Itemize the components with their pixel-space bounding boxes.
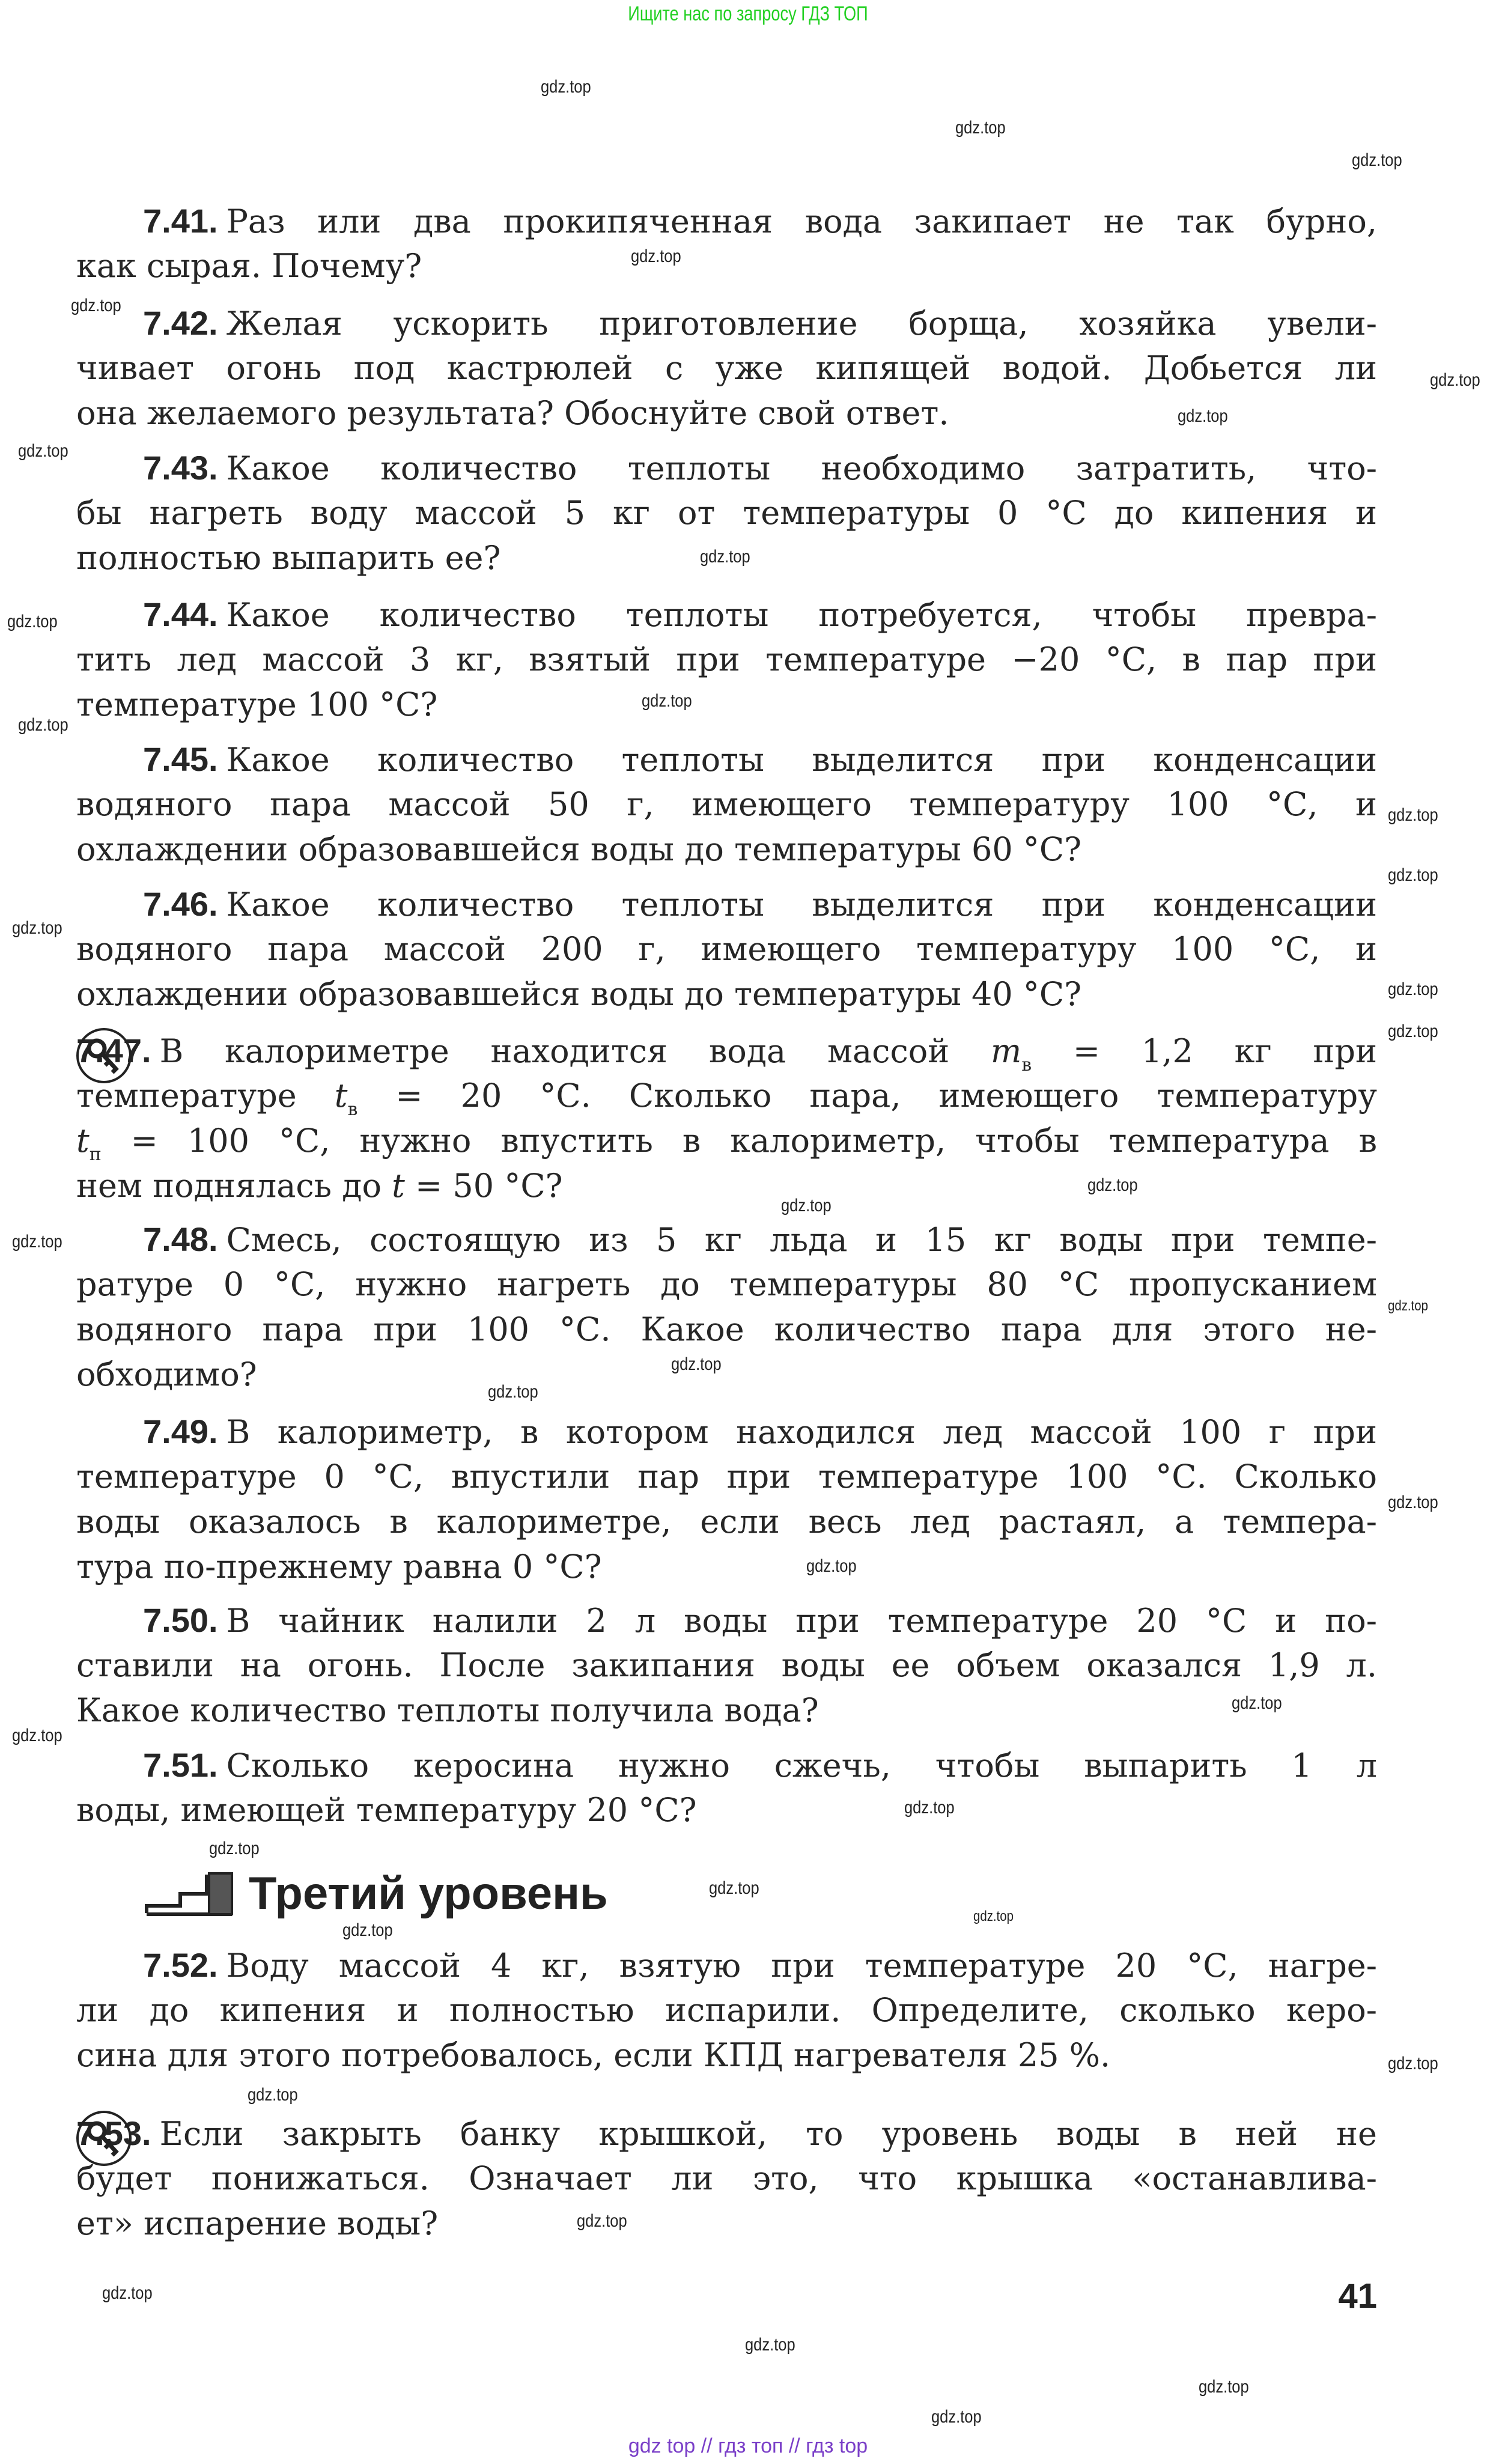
problem-text-line	[76, 1262, 1377, 1307]
problem-number: 7.53.	[76, 2114, 151, 2152]
watermark: gdz.top	[1199, 2377, 1249, 2397]
problem-number: 7.48.	[143, 1220, 218, 1258]
problem-text-line	[76, 1118, 1377, 1163]
problem-text-line	[76, 490, 1377, 535]
problem-text-line	[76, 782, 1377, 827]
problem-text: она желаемого результата? Обоснуйте свой ответ.	[76, 394, 949, 432]
variable-symbol: t	[392, 1167, 405, 1205]
problem-text-line	[76, 1454, 1377, 1499]
problem-7-48	[76, 1217, 1377, 1397]
watermark: gdz.top	[1388, 805, 1438, 825]
watermark: gdz.top	[781, 1196, 832, 1215]
key-icon	[76, 1028, 132, 1083]
watermark: gdz.top	[642, 691, 692, 711]
problem-7-52	[76, 1942, 1377, 2078]
problem-text-line	[76, 1942, 1377, 1988]
variable-subscript: в	[1021, 1054, 1032, 1075]
key-icon	[76, 2111, 132, 2166]
watermark: gdz.top	[671, 1354, 722, 1374]
problem-text-line	[76, 1787, 1377, 1833]
problem-text: Смесь, состоящую из 5 кг льда и 15 кг воды при темпе-	[226, 1221, 1377, 1259]
problem-number: 7.52.	[143, 1946, 218, 1984]
watermark: gdz.top	[18, 715, 68, 735]
watermark: gdz.top	[12, 1232, 62, 1252]
problem-text: Какое количество теплоты выделится при конденсации	[226, 886, 1377, 923]
problem-text-line	[76, 1307, 1377, 1352]
problem-7-44	[76, 592, 1377, 727]
problem-text-line	[76, 1688, 1377, 1733]
problem-text-line	[76, 1988, 1377, 2033]
problem-text: как сырая. Почему?	[76, 247, 422, 285]
watermark: gdz.top	[973, 1908, 1014, 1924]
problem-text: воды, имеющей температуру 20 °С?	[76, 1791, 697, 1829]
problem-text: Какое количество теплоты необходимо затратить, что-	[226, 449, 1377, 487]
problem-text: обходимо?	[76, 1355, 257, 1393]
watermark: gdz.top	[931, 2407, 982, 2427]
problem-text: Если закрыть банку крышкой, то уровень воды в ней не	[159, 2115, 1377, 2153]
problem-text-line	[76, 198, 1377, 243]
problem-text: температуре 100 °С?	[76, 686, 438, 723]
problem-text-line	[76, 1598, 1377, 1643]
watermark: gdz.top	[1388, 979, 1438, 999]
watermark: gdz.top	[1178, 406, 1228, 426]
problem-text-line	[76, 1499, 1377, 1544]
problem-7-46	[76, 881, 1377, 1017]
problem-text: водяного пара при 100 °С. Какое количество пара для этого не-	[76, 1310, 1377, 1348]
problem-text-line	[76, 1352, 1377, 1397]
problem-text-line	[76, 1163, 1377, 1208]
problem-text: температуре 0 °С, впустили пар при температуре 100 °С. Сколько	[76, 1458, 1377, 1495]
problem-text: = 1,2 кг при	[1032, 1032, 1377, 1070]
problem-text-line	[76, 300, 1377, 345]
problem-text: полностью выпарить ее?	[76, 539, 501, 577]
variable-symbol: t	[76, 1122, 90, 1160]
page-number: 41	[1338, 2277, 1377, 2316]
problem-text: Какое количество теплоты потребуется, чтобы превра-	[226, 596, 1377, 634]
problem-number: 7.44.	[143, 595, 218, 633]
problem-text: нем поднялась до	[76, 1167, 392, 1205]
problem-text: охлаждении образовавшейся воды до температуры 60 °С?	[76, 830, 1082, 868]
watermark: gdz.top	[541, 77, 591, 97]
watermark: gdz.top	[488, 1382, 538, 1402]
problem-text: бы нагреть воду массой 5 кг от температуры 0 °С до кипения и	[76, 494, 1377, 532]
problem-text: Раз или два прокипяченная вода закипает не так бурно,	[226, 202, 1377, 240]
problem-text: ратуре 0 °С, нужно нагреть до температуры 80 °С пропусканием	[76, 1265, 1377, 1303]
problem-text: В чайник налили 2 л воды при температуре 20 °С и по-	[226, 1602, 1377, 1640]
problem-number: 7.51.	[143, 1746, 218, 1784]
watermark: gdz.top	[1388, 1492, 1438, 1512]
problem-7-47	[76, 1028, 1377, 1208]
problem-text-line	[76, 2201, 1377, 2246]
problem-7-51	[76, 1742, 1377, 1833]
problem-text-line	[76, 1409, 1377, 1454]
watermark: gdz.top	[12, 918, 62, 938]
watermark: gdz.top	[18, 441, 68, 461]
problem-text: воды оказалось в калориметре, если весь лед растаял, а темпера-	[76, 1503, 1377, 1541]
problem-number: 7.43.	[143, 449, 218, 487]
problem-text: тить лед массой 3 кг, взятый при температуре −20 °С, в пар при	[76, 640, 1377, 678]
watermark: gdz.top	[1430, 370, 1480, 390]
watermark: gdz.top	[806, 1556, 857, 1576]
problem-7-50	[76, 1598, 1377, 1733]
problem-number: 7.47.	[76, 1032, 151, 1069]
problem-text: ставили на огонь. После закипания воды ее объем оказался 1,9 л.	[76, 1646, 1377, 1684]
watermark: gdz.top	[700, 547, 750, 567]
problem-text-line	[76, 1217, 1377, 1262]
watermark: gdz.top	[71, 296, 121, 315]
problem-text: Желая ускорить приготовление борща, хозяйка увели-	[226, 305, 1377, 342]
watermark: gdz.top	[1352, 150, 1402, 170]
search-banner-link[interactable]: Ищите нас по запросу ГДЗ ТОП	[628, 2, 868, 25]
watermark: gdz.top	[1388, 2054, 1438, 2073]
problem-text-line	[76, 445, 1377, 490]
problem-text-line	[76, 1544, 1377, 1589]
problem-text-line	[76, 1643, 1377, 1688]
problem-number: 7.50.	[143, 1601, 218, 1639]
problem-text-line	[76, 737, 1377, 782]
problem-text-line	[76, 243, 1377, 288]
watermark: gdz.top	[955, 118, 1006, 138]
problem-text: ли до кипения и полностью испарили. Определите, сколько керо-	[76, 1991, 1377, 2029]
problem-text-line	[76, 682, 1377, 727]
problem-text: охлаждении образовавшейся воды до температуры 40 °С?	[76, 975, 1082, 1013]
watermark: gdz.top	[745, 2335, 795, 2355]
problem-text: будет понижаться. Означает ли это, что крышка «останавлива-	[76, 2159, 1377, 2197]
problem-text-line	[76, 2111, 1377, 2156]
problem-text: водяного пара массой 50 г, имеющего температуру 100 °С, и	[76, 785, 1377, 823]
problem-text: В калориметре находится вода массой	[159, 1032, 991, 1070]
problem-text: чивает огонь под кастрюлей с уже кипящей водой. Добьется ли	[76, 349, 1377, 387]
watermark: gdz.top	[904, 1798, 955, 1818]
problem-text-line	[76, 926, 1377, 972]
watermark: gdz.top	[709, 1878, 759, 1898]
problem-number: 7.46.	[143, 885, 218, 923]
stairs-icon	[144, 1870, 234, 1918]
problem-text: = 100 °С, нужно впустить в калориметр, чтобы температура в	[101, 1122, 1377, 1160]
variable-subscript: п	[89, 1144, 102, 1165]
watermark: gdz.top	[577, 2211, 627, 2231]
problem-number: 7.42.	[143, 304, 218, 342]
section-heading-text: Третий уровень	[249, 1868, 608, 1919]
watermark: gdz.top	[1087, 1175, 1138, 1195]
section-heading	[144, 1867, 608, 1920]
footer-links[interactable]: gdz top // гдз топ // гдз top	[628, 2435, 868, 2457]
watermark: gdz.top	[1388, 1021, 1438, 1041]
problem-text: ет» испарение воды?	[76, 2204, 439, 2242]
watermark: gdz.top	[1232, 1693, 1282, 1713]
problem-text: водяного пара массой 200 г, имеющего температуру 100 °С, и	[76, 930, 1377, 968]
problem-text-line	[76, 2033, 1377, 2078]
variable-symbol: m	[991, 1032, 1022, 1070]
variable-symbol: t	[334, 1077, 348, 1115]
problem-text: = 20 °С. Сколько пара, имеющего температуру	[357, 1077, 1377, 1115]
problem-number: 7.41.	[143, 202, 218, 240]
problem-7-49	[76, 1409, 1377, 1589]
problem-text-line	[76, 1028, 1377, 1073]
problem-text-line	[76, 1742, 1377, 1787]
variable-subscript: в	[347, 1099, 358, 1120]
problem-text-line	[76, 637, 1377, 682]
problem-number: 7.45.	[143, 740, 218, 778]
problem-7-41	[76, 198, 1377, 288]
problem-text: Какое количество теплоты выделится при конденсации	[226, 741, 1377, 779]
problem-text: Какое количество теплоты получила вода?	[76, 1691, 819, 1729]
watermark: gdz.top	[12, 1726, 62, 1745]
problem-text: сина для этого потребовалось, если КПД нагревателя 25 %.	[76, 2036, 1111, 2074]
watermark: gdz.top	[631, 246, 681, 266]
problem-text: Воду массой 4 кг, взятую при температуре 20 °С, нагре-	[226, 1947, 1377, 1985]
watermark: gdz.top	[1388, 1298, 1428, 1314]
watermark: gdz.top	[1388, 865, 1438, 885]
watermark: gdz.top	[102, 2283, 153, 2303]
problem-text-line	[76, 827, 1377, 872]
problem-text-line	[76, 2156, 1377, 2201]
problem-text: температуре	[76, 1077, 335, 1115]
watermark: gdz.top	[7, 612, 58, 631]
watermark: gdz.top	[209, 1839, 260, 1858]
problem-text-line	[76, 881, 1377, 926]
problem-text-line	[76, 972, 1377, 1017]
problem-text: Сколько керосина нужно сжечь, чтобы выпарить 1 л	[226, 1747, 1377, 1784]
watermark: gdz.top	[248, 2085, 298, 2105]
problem-text: = 50 °С?	[404, 1167, 563, 1205]
watermark: gdz.top	[342, 1920, 393, 1940]
problem-text: В калориметр, в котором находился лед массой 100 г при	[226, 1413, 1377, 1451]
problem-number: 7.49.	[143, 1413, 218, 1450]
problem-7-53	[76, 2111, 1377, 2246]
problem-text-line	[76, 345, 1377, 391]
problem-text-line	[76, 592, 1377, 637]
problem-7-45	[76, 737, 1377, 872]
problem-text: тура по-прежнему равна 0 °С?	[76, 1548, 602, 1586]
problem-text-line	[76, 1073, 1377, 1118]
